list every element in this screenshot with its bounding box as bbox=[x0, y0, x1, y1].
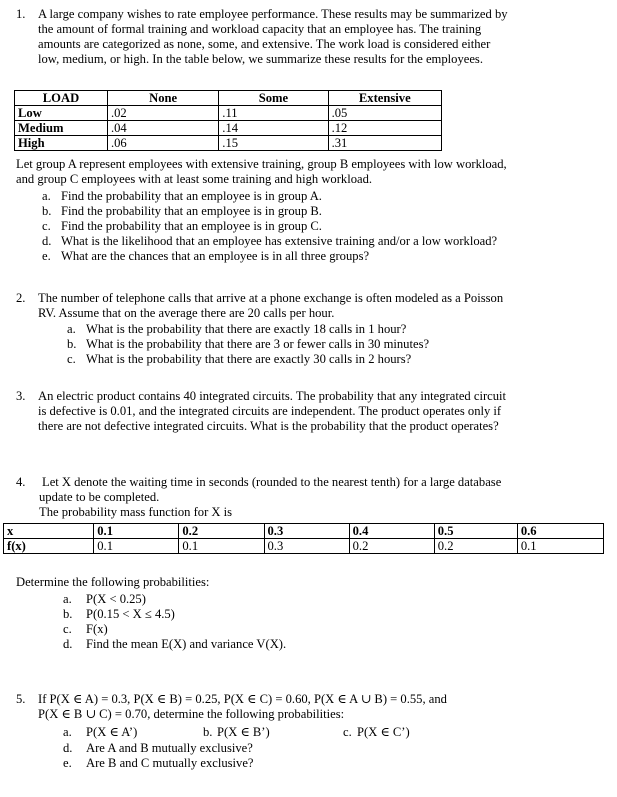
q5-intro bbox=[38, 692, 447, 722]
q4-intro-line: The probability mass function for X is bbox=[39, 505, 233, 519]
q5-part-b: b. P(X ∈ B’) bbox=[203, 725, 270, 739]
q1-groups bbox=[16, 157, 507, 187]
q1-intro bbox=[38, 7, 508, 67]
q4-intro-line: Let X denote the waiting time in seconds (rounded to the nearest tenth) for a large database bbox=[42, 475, 502, 489]
table-cell: .11 bbox=[219, 106, 328, 121]
table-row bbox=[4, 539, 604, 554]
table-cell: .06 bbox=[107, 136, 218, 151]
q1-header-load: LOAD bbox=[15, 91, 108, 106]
q1-header-none: None bbox=[107, 91, 218, 106]
f-value: 0.1 bbox=[94, 539, 179, 554]
row-label: Low bbox=[15, 106, 108, 121]
table-cell: .15 bbox=[219, 136, 328, 151]
q5-intro-line: If P(X ∈ A) = 0.3, P(X ∈ B) = 0.25, P(X ∈ C) = 0.60, P(X ∈ A ∪ B) = 0.55, and bbox=[38, 692, 447, 706]
q5-part-c: c. P(X ∈ C’) bbox=[343, 725, 410, 739]
table-row bbox=[15, 106, 442, 121]
q4-number: 4. bbox=[16, 475, 26, 489]
q1-header-extensive: Extensive bbox=[328, 91, 441, 106]
list-item: a. What is the probability that there are exactly 18 calls in 1 hour? bbox=[67, 322, 407, 336]
q3-intro bbox=[38, 389, 506, 434]
q5-parts bbox=[63, 741, 254, 771]
q5-part-a: a. P(X ∈ A’) bbox=[63, 725, 138, 739]
x-value: 0.6 bbox=[517, 524, 603, 539]
q4-table bbox=[3, 523, 604, 554]
q1-header-some: Some bbox=[219, 91, 328, 106]
x-value: 0.3 bbox=[264, 524, 349, 539]
table-row bbox=[4, 524, 604, 539]
table-row bbox=[15, 136, 442, 151]
q3-intro-line: there are not defective integrated circuits. What is the probability that the product operates? bbox=[38, 419, 499, 433]
q2-parts bbox=[67, 322, 429, 367]
q1-groups-line: Let group A represent employees with extensive training, group B employees with low workload, bbox=[16, 157, 507, 171]
q1-intro-line: the amount of formal training and workload capacity that an employee has. The training bbox=[38, 22, 482, 36]
q3-number: 3. bbox=[16, 389, 26, 403]
table-cell: .05 bbox=[328, 106, 441, 121]
f-value: 0.1 bbox=[179, 539, 264, 554]
list-item: e. Are B and C mutually exclusive? bbox=[63, 756, 254, 770]
list-item: b. P(0.15 < X ≤ 4.5) bbox=[63, 607, 175, 621]
x-value: 0.4 bbox=[349, 524, 434, 539]
q4-parts bbox=[63, 592, 286, 652]
q5-intro-line: P(X ∈ B ∪ C) = 0.70, determine the following probabilities: bbox=[38, 707, 345, 721]
q1-intro-line: A large company wishes to rate employee performance. These results may be summarized by bbox=[38, 7, 508, 21]
q2-intro bbox=[38, 291, 503, 321]
x-value: 0.2 bbox=[179, 524, 264, 539]
x-value: 0.1 bbox=[94, 524, 179, 539]
list-item: d. What is the likelihood that an employee has extensive training and/or a low workload? bbox=[42, 234, 498, 248]
q1-intro-line: low, medium, or high. In the table below, we summarize these results for the employees. bbox=[38, 52, 483, 66]
table-cell: .31 bbox=[328, 136, 441, 151]
table-cell: .02 bbox=[107, 106, 218, 121]
list-item: c. F(x) bbox=[63, 622, 108, 636]
list-item: b. What is the probability that there are 3 or fewer calls in 30 minutes? bbox=[67, 337, 430, 351]
list-item: e. What are the chances that an employee is in all three groups? bbox=[42, 249, 370, 263]
list-item: d. Find the mean E(X) and variance V(X). bbox=[63, 637, 287, 651]
list-item: a. Find the probability that an employee is in group A. bbox=[42, 189, 322, 203]
q4-intro bbox=[39, 475, 502, 520]
list-item: d. Are A and B mutually exclusive? bbox=[63, 741, 253, 755]
x-value: 0.5 bbox=[434, 524, 517, 539]
q1-table-header bbox=[15, 91, 442, 106]
table-cell: .14 bbox=[219, 121, 328, 136]
table-row bbox=[15, 121, 442, 136]
q3-intro-line: An electric product contains 40 integrated circuits. The probability that any integrated circuit bbox=[38, 389, 507, 403]
f-value: 0.3 bbox=[264, 539, 349, 554]
q1-table bbox=[14, 90, 442, 151]
q2-number: 2. bbox=[16, 291, 26, 305]
x-label: x bbox=[4, 524, 94, 539]
f-value: 0.2 bbox=[349, 539, 434, 554]
list-item: c. What is the probability that there are exactly 30 calls in 2 hours? bbox=[67, 352, 412, 366]
list-item: b. Find the probability that an employee is in group B. bbox=[42, 204, 322, 218]
list-item: a. P(X < 0.25) bbox=[63, 592, 146, 606]
q1-number: 1. bbox=[16, 7, 26, 21]
f-label: f(x) bbox=[4, 539, 94, 554]
q5-number: 5. bbox=[16, 692, 26, 706]
q1-parts bbox=[42, 189, 497, 264]
table-cell: .04 bbox=[107, 121, 218, 136]
table-cell: .12 bbox=[328, 121, 441, 136]
f-value: 0.2 bbox=[434, 539, 517, 554]
q1-intro-line: amounts are categorized as none, some, and extensive. The work load is considered either bbox=[38, 37, 491, 51]
f-value: 0.1 bbox=[517, 539, 603, 554]
q1-groups-line: and group C employees with at least some training and high workload. bbox=[16, 172, 373, 186]
q4-intro-line: update to be completed. bbox=[39, 490, 160, 504]
list-item: c. Find the probability that an employee is in group C. bbox=[42, 219, 322, 233]
row-label: Medium bbox=[15, 121, 108, 136]
q3-intro-line: is defective is 0.01, and the integrated circuits are independent. The product operates only if bbox=[38, 404, 502, 418]
q2-intro-line: RV. Assume that on the average there are 20 calls per hour. bbox=[38, 306, 335, 320]
q4-determine: Determine the following probabilities: bbox=[16, 575, 210, 589]
row-label: High bbox=[15, 136, 108, 151]
q2-intro-line: The number of telephone calls that arrive at a phone exchange is often modeled as a Poisson bbox=[38, 291, 504, 305]
